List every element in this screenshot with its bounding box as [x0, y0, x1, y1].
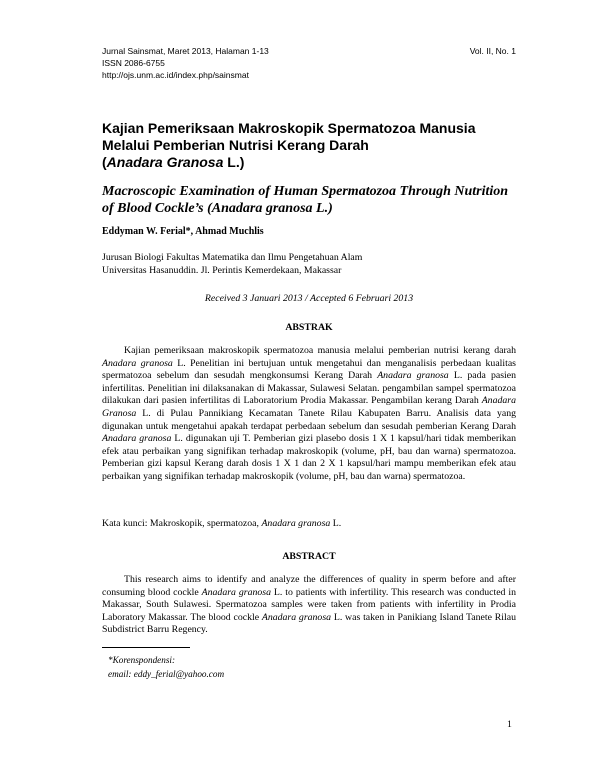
species-name: Anadara Granosa	[106, 154, 224, 170]
paper-title	[102, 120, 522, 171]
abstrak-body: Kajian pemeriksaan makroskopik spermatozoa manusia melalui pemberian nutrisi kerang darah Anadara granosa L. Penelitian ini bertujuan untuk mengetahui dan menganalisis perbedaan kualitas spermatozoa sebelum dan sesudah mengkonsumsi Kerang Darah Anadara granosa L. pada pasien infertilitas. Penelitian ini dilaksanakan di Makassar, Sulawesi Selatan. pengambilan sampel spermatozoa dilakukan dari pasien infertilitas di Laboratorium Prodia Makassar. Pengambilan kerang Darah Anadara Granosa L. di Pulau Pannikiang Kecamatan Tanete Rilau Kabupaten Barru. Analisis data yang digunakan untuk mengetahui apakah terdapat perbedaan sebelum dan sesudah pemberian Kerang Darah Anadara granosa L. digunakan uji T. Pemberian gizi plasebo dosis 1 X 1 kapsul/hari tidak memberikan efek atau perbaikan yang signifikan terhadap makroskopik (volume, pH, bau dan warna) spermatozoa. Pemberian gizi kapsul Kerang darah dosis 1 X 1 dan 2 X 1 kapsul/hari mampu memberikan efek atau perbaikan yang signifikan terhadap makroskopik (volume, pH, bau dan warna) spermatozoa.	[102, 345, 517, 482]
footnote-rule	[102, 647, 190, 648]
authors: Eddyman W. Ferial*, Ahmad Muchlis	[102, 226, 264, 237]
volume-issue: Vol. II, No. 1	[469, 46, 516, 56]
footnote	[108, 654, 224, 681]
affiliation-line-1: Jurusan Biologi Fakultas Matematika dan Ilmu Pengetahuan Alam	[102, 252, 363, 263]
keywords: Kata kunci: Makroskopik, spermatozoa, Anadara granosa L.	[102, 518, 342, 529]
affiliation-line-2: Universitas Hasanuddin. Jl. Perintis Kemerdekaan, Makassar	[102, 265, 342, 276]
journal-name: Jurnal Sainsmat, Maret 2013, Halaman 1-13	[102, 46, 269, 56]
running-header	[102, 45, 516, 81]
title-line-3: (Anadara Granosa L.)	[102, 154, 245, 170]
journal-url[interactable]: http://ojs.unm.ac.id/index.php/sainsmat	[102, 70, 249, 80]
correspondence-email[interactable]: email: eddy_ferial@yahoo.com	[108, 668, 225, 679]
affiliation	[102, 251, 362, 277]
title-line-1: Kajian Pemeriksaan Makroskopik Spermatozoa Manusia	[102, 120, 476, 136]
received-accepted-dates: Received 3 Januari 2013 / Accepted 6 Februari 2013	[204, 293, 414, 304]
abstract-body: This research aims to identify and analyze the differences of quality in sperm before and after consuming blood cockle Anadara granosa L. to patients with infertility. This research was conducted in Makassar, South Sulawesi. Spermatozoa samples were taken from patients with infertility in Prodia Laboratory Makassar. The blood cockle Anadara granosa L. was taken in Panikiang Island Tanete Rilau Subdistrict Barru Regency.	[102, 574, 516, 636]
english-title	[102, 183, 522, 217]
page-number: 1	[507, 719, 512, 730]
abstrak-heading: ABSTRAK	[285, 322, 333, 333]
english-title-line-2: of Blood Cockle’s (Anadara granosa L.)	[102, 201, 333, 216]
english-title-line-1: Macroscopic Examination of Human Spermatozoa Through Nutrition	[102, 184, 509, 199]
abstract-heading: ABSTRACT	[282, 551, 336, 562]
correspondence-label: *Korenspondensi:	[108, 655, 176, 665]
title-line-2: Melalui Pemberian Nutrisi Kerang Darah	[102, 137, 369, 153]
issn: ISSN 2086-6755	[102, 58, 165, 68]
